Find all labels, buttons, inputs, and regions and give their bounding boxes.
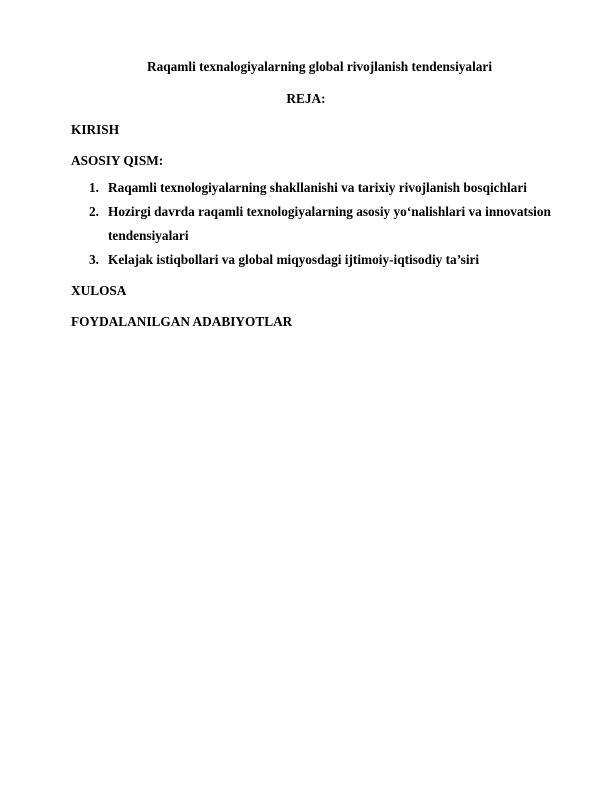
list-item-number: 3. (89, 252, 99, 267)
conclusion-heading: XULOSA (71, 283, 127, 298)
intro-heading: KIRISH (71, 122, 120, 137)
list-item-text: Kelajak istiqbollari va global miqyosdagi ijtimoiy-iqtisodiy ta’siri (108, 252, 480, 267)
references-heading: FOYDALANILGAN ADABIYOTLAR (71, 314, 293, 329)
list-item-text-continuation: tendensiyalari (108, 228, 189, 243)
document-title: Raqamli texnalogiyalarning global rivojlanish tendensiyalari (147, 59, 493, 74)
list-item-text: Raqamli texnologiyalarning shakllanishi va tarixiy rivojlanish bosqichlari (108, 180, 527, 195)
plan-heading: REJA: (286, 91, 326, 106)
list-item-number: 1. (89, 180, 99, 195)
list-item-number: 2. (89, 204, 99, 219)
list-item-text: Hozirgi davrda raqamli texnologiyalarning asosiy yo‘nalishlari va innovatsion (108, 204, 551, 219)
main-part-heading: ASOSIY QISM: (71, 153, 164, 168)
